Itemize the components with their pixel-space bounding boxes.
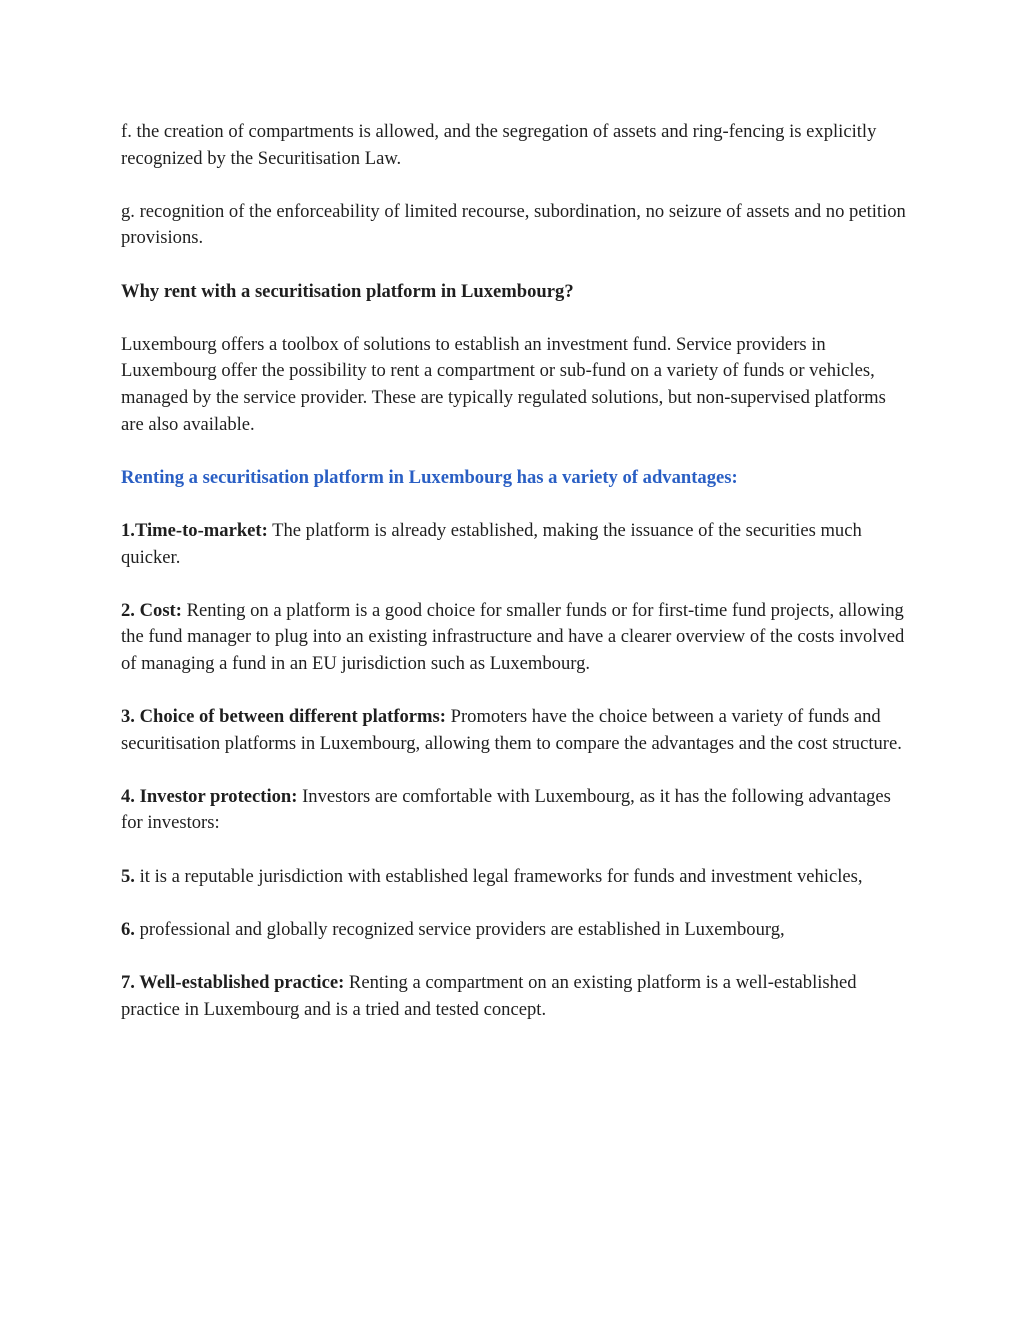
advantage-lead-1: 1.Time-to-market: [121, 519, 268, 541]
advantage-item-4 [121, 784, 911, 837]
advantage-item-1 [121, 518, 911, 571]
advantage-text-5: it is a reputable jurisdiction with established legal frameworks for funds and investment vehicles, [134, 865, 863, 887]
advantage-lead-3: 3. Choice of between different platforms: [121, 706, 446, 728]
advantage-text-7: Renting a compartment on an existing platform is a well-established practice in Luxembourg and is a tried and tested concept. [121, 972, 857, 1020]
paragraph-g: g. recognition of the enforceability of limited recourse, subordination, no seizure of assets and no petition provisions. [121, 200, 906, 249]
advantage-lead-5: 5. [121, 865, 135, 887]
advantage-item-3 [121, 704, 911, 757]
advantage-item-2 [121, 598, 911, 678]
advantage-text-4: Investors are comfortable with Luxembourg, as it has the following advantages for investors: [121, 785, 891, 834]
advantage-text-2: Renting on a platform is a good choice for smaller funds or for first-time fund projects, allowing the fund manager to plug into an existing infrastructure and have a clearer overview of the costs involved of managing a fund in an EU jurisdiction such as Luxembourg. [121, 599, 905, 674]
advantage-item-5 [121, 864, 911, 891]
advantage-item-6 [121, 917, 911, 944]
paragraph-f: f. the creation of compartments is allowed, and the segregation of assets and ring-fencing is explicitly recognized by the Securitisation Law. [121, 121, 877, 169]
advantage-lead-7: 7. Well-established practice: [121, 972, 345, 993]
document-page [121, 119, 911, 1050]
intro-paragraph: Luxembourg offers a toolbox of solutions to establish an investment fund. Service providers in Luxembourg offer the possibility to rent a compartment or sub-fund on a variety of funds or vehicles, managed by the service provider. These are typically regulated solutions, but non-supervised platforms are also available. [121, 333, 886, 435]
advantage-text-6: professional and globally recognized service providers are established in Luxembourg, [134, 918, 785, 940]
section-heading: Why rent with a securitisation platform in Luxembourg? [121, 280, 574, 302]
advantage-text-1: The platform is already established, making the issuance of the securities much quicker. [121, 519, 862, 568]
advantage-lead-4: 4. Investor protection: [121, 785, 298, 807]
advantage-lead-2: 2. Cost: [121, 599, 182, 621]
advantages-heading: Renting a securitisation platform in Luxembourg has a variety of advantages: [121, 466, 738, 488]
advantage-lead-6: 6. [121, 918, 135, 940]
advantage-text-3: Promoters have the choice between a variety of funds and securitisation platforms in Luxembourg, allowing them to compare the advantages and the cost structure. [121, 706, 902, 754]
advantage-item-7 [121, 970, 911, 1023]
